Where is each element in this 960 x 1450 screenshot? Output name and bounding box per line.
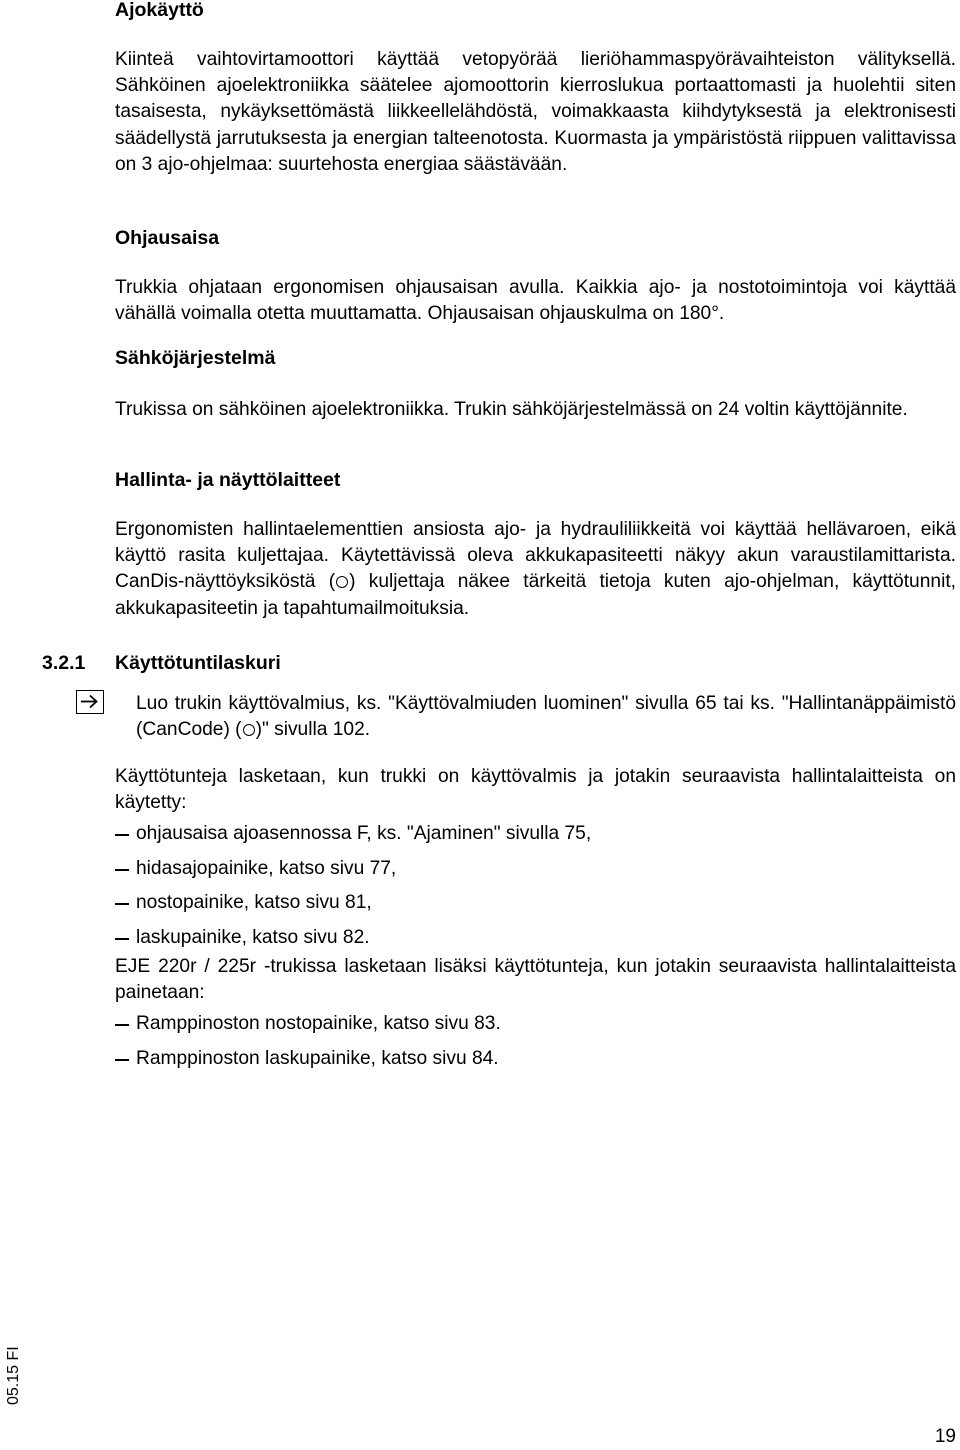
arrow-right-box-icon xyxy=(76,690,104,714)
paragraph: Trukissa on sähköinen ajoelektroniikka. Trukin sähköjärjestelmässä on 24 voltin käyttöjännite. xyxy=(115,399,908,420)
page-number: 19 xyxy=(934,1426,956,1447)
list-item xyxy=(115,1046,956,1072)
section-heading: Käyttötuntilaskuri xyxy=(115,652,281,674)
list-item-text: hidasajopainike, katso sivu 77, xyxy=(136,857,397,879)
list-item xyxy=(115,890,956,916)
dash-bullet xyxy=(115,1024,129,1026)
paragraph: Käyttötunteja lasketaan, kun trukki on käyttövalmis ja jotakin seuraavista hallintalaitteista on käytetty: xyxy=(115,766,956,814)
section-hallinta-body xyxy=(115,517,956,622)
section-kayttotuntilaskuri-body-2 xyxy=(115,954,956,1006)
section-heading: Ajokäyttö xyxy=(115,0,204,21)
list-item xyxy=(115,1011,956,1037)
dash-bullet xyxy=(115,869,129,871)
paragraph-text: Ergonomisten hallintaelementtien ansiosta ajo- ja hydrauliliikkeitä voi käyttää hellävaroen, eikä käyttö rasita kuljettajaa. Käytettävissä oleva akkukapasiteetti näkyy akun varaustilamittarista. CanDis-näyttöyksiköstä ( xyxy=(115,519,956,593)
section-kayttotuntilaskuri-body xyxy=(115,764,956,816)
section-heading: Sähköjärjestelmä xyxy=(115,347,276,369)
section-heading: Ohjausaisa xyxy=(115,227,220,249)
circle-icon xyxy=(336,576,348,588)
control-list-2 xyxy=(115,1011,956,1072)
list-item xyxy=(115,821,956,847)
paragraph: Trukkia ohjataan ergonomisen ohjausaisan avulla. Kaikkia ajo- ja nostotoimintoja voi käyttää vähällä voimalla otetta muuttamatta. Ohjausaisan ohjauskulma on 180°. xyxy=(115,277,956,325)
paragraph-text: )" sivulla 102. xyxy=(255,719,371,741)
paragraph: Kiinteä vaihtovirtamoottori käyttää vetopyörää lieriöhammaspyörävaihteiston välityksellä. Sähköinen ajoelektroniikka säätelee ajomoottorin kierroslukua portaattomasti ja huolehtii siten tasaisesta, nykäyksettömästä liikkeellelähdöstä, voimakkaasta kiihdytyksestä ja elektronisesti säädellystä jarrutuksesta ja energian talteenotosta. Kuormasta ja ympäristöstä riippuen valittavissa on 3 ajo-ohjelmaa: suurtehosta energiaa säästävään. xyxy=(115,49,956,175)
dash-bullet xyxy=(115,1059,129,1061)
section-sahkojarjestelma xyxy=(115,345,956,371)
date-code: 05.15 FI xyxy=(5,1346,22,1405)
list-item-text: laskupainike, katso sivu 82. xyxy=(136,927,370,949)
section-heading: Hallinta- ja näyttölaitteet xyxy=(115,469,341,491)
control-list xyxy=(115,821,956,951)
paragraph xyxy=(115,517,956,622)
circle-icon xyxy=(243,724,255,736)
list-item-text: nostopainike, katso sivu 81, xyxy=(136,892,372,914)
dash-list xyxy=(115,821,956,951)
section-ajokaytto xyxy=(115,0,956,23)
dash-list xyxy=(115,1011,956,1072)
section-kayttotuntilaskuri xyxy=(115,650,956,676)
dash-bullet xyxy=(115,834,129,836)
list-item xyxy=(115,856,956,882)
section-number: 3.2.1 xyxy=(42,652,86,674)
paragraph-text: ) kuljettaja näkee tärkeitä tietoja kuten ajo-ohjelman, käyttötunnit, akkukapasiteetin ja tapahtumailmoituksia. xyxy=(115,571,956,619)
list-item-text: Ramppinoston nostopainike, katso sivu 83. xyxy=(136,1013,501,1034)
paragraph xyxy=(136,691,956,743)
section-ajokaytto-body xyxy=(115,47,956,178)
list-item-text: ohjausaisa ajoasennossa F, ks. "Ajaminen" sivulla 75, xyxy=(136,823,592,844)
section-ohjausaisa xyxy=(115,225,956,251)
paragraph-text: Luo trukin käyttövalmius, ks. "Käyttövalmiuden luominen" sivulla 65 tai ks. "Hallintanäppäimistö (CanCode) ( xyxy=(136,693,956,741)
paragraph: EJE 220r / 225r -trukissa lasketaan lisäksi käyttötunteja, kun jotakin seuraavista hallintalaitteista painetaan: xyxy=(115,956,956,1004)
dash-bullet xyxy=(115,938,129,940)
list-item xyxy=(115,925,956,951)
list-item-text: Ramppinoston laskupainike, katso sivu 84. xyxy=(136,1047,499,1069)
section-sahkojarjestelma-body xyxy=(115,397,956,423)
prerequisite-note xyxy=(136,691,956,743)
section-ohjausaisa-body xyxy=(115,275,956,327)
section-hallinta xyxy=(115,467,956,493)
dash-bullet xyxy=(115,903,129,905)
